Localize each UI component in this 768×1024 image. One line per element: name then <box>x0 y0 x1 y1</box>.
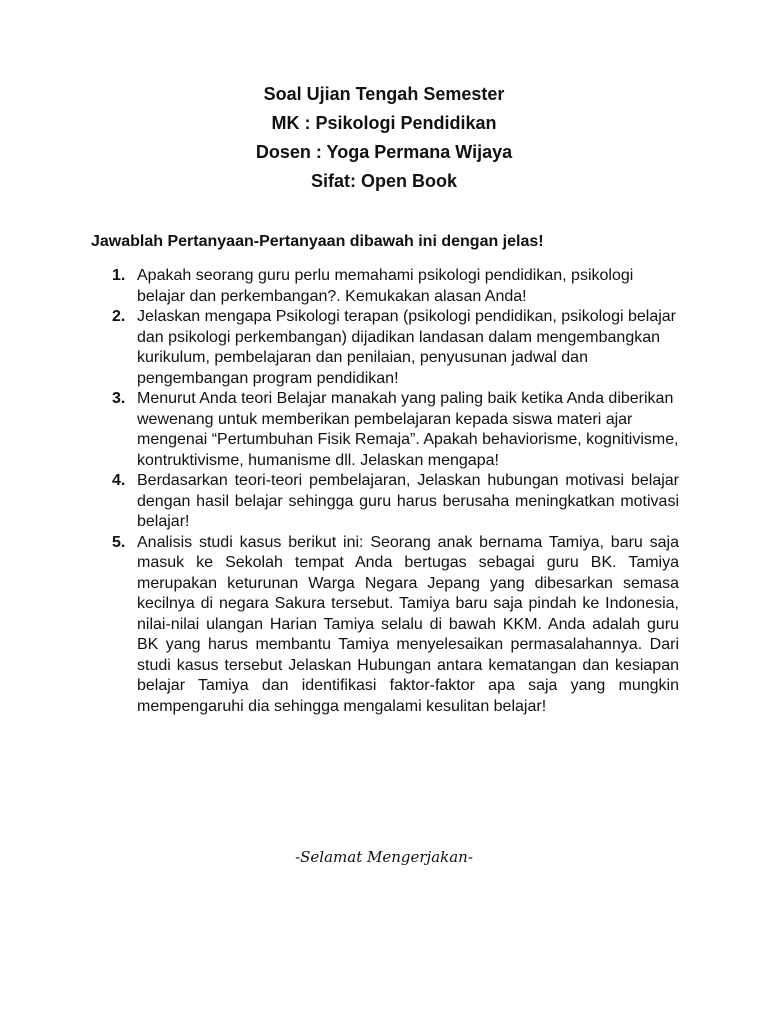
course-name: MK : Psikologi Pendidikan <box>271 113 497 133</box>
question-number: 3. <box>112 390 126 407</box>
question-text: Menurut Anda teori Belajar manakah yang paling baik ketika Anda diberikan wewenang untuk memberikan pembelajaran kepada siswa materi ajar mengenai “Pertumbuhan Fisik Remaja”. Apakah behaviorisme, kognitivisme, kontruktivisme, humanisme dll. Jelaskan mengapa! <box>137 390 679 469</box>
question-text: Jelaskan mengapa Psikologi terapan (psikologi pendidikan, psikologi belajar dan psikologi perkembangan) dijadikan landasan dalam mengembangkan kurikulum, pembelajaran dan penilaian, penyusunan jadwal dan pengembangan program pendidikan! <box>137 308 676 387</box>
question-text: Berdasarkan teori-teori pembelajaran, Jelaskan hubungan motivasi belajar dengan hasil belajar sehingga guru harus berusaha meningkatkan motivasi belajar! <box>137 472 679 530</box>
question-item-1 <box>99 266 679 307</box>
question-item-5 <box>99 533 679 718</box>
question-text: Analisis studi kasus berikut ini: Seorang anak bernama Tamiya, baru saja masuk ke Sekolah tempat Anda bertugas sebagai guru BK. Tamiya merupakan keturunan Warga Negara Jepang yang dibesarkan semasa kecilnya di negara Sakura tersebut. Tamiya baru saja pindah ke Indonesia, nilai-nilai ulangan Harian Tamiya selalu di bawah KKM. Anda adalah guru BK yang harus membantu Tamiya menyelesaikan permasalahannya. Dari studi kasus tersebut Jelaskan Hubungan antara kematangan dan kesiapan belajar Tamiya dan identifikasi faktor-faktor apa saja yang mungkin mempengaruhi dia sehingga mengalami kesulitan belajar! <box>137 533 679 715</box>
closing-text: -Selamat Mengerjakan- <box>295 848 473 866</box>
lecturer-name: Dosen : Yoga Permana Wijaya <box>255 142 513 162</box>
instruction-text: Jawablah Pertanyaan-Pertanyaan dibawah ini dengan jelas! <box>91 233 544 250</box>
exam-header <box>0 80 768 196</box>
question-number: 5. <box>112 533 126 551</box>
question-number: 1. <box>112 267 126 284</box>
exam-title: Soal Ujian Tengah Semester <box>263 84 505 104</box>
question-item-3 <box>99 389 679 471</box>
question-list <box>99 266 679 717</box>
question-number: 2. <box>112 308 126 325</box>
question-item-4 <box>99 471 679 533</box>
question-number: 4. <box>112 472 126 489</box>
question-text: Apakah seorang guru perlu memahami psikologi pendidikan, psikologi belajar dan perkembangan?. Kemukakan alasan Anda! <box>137 267 634 305</box>
exam-nature: Sifat: Open Book <box>310 171 457 191</box>
question-item-2 <box>99 307 679 389</box>
